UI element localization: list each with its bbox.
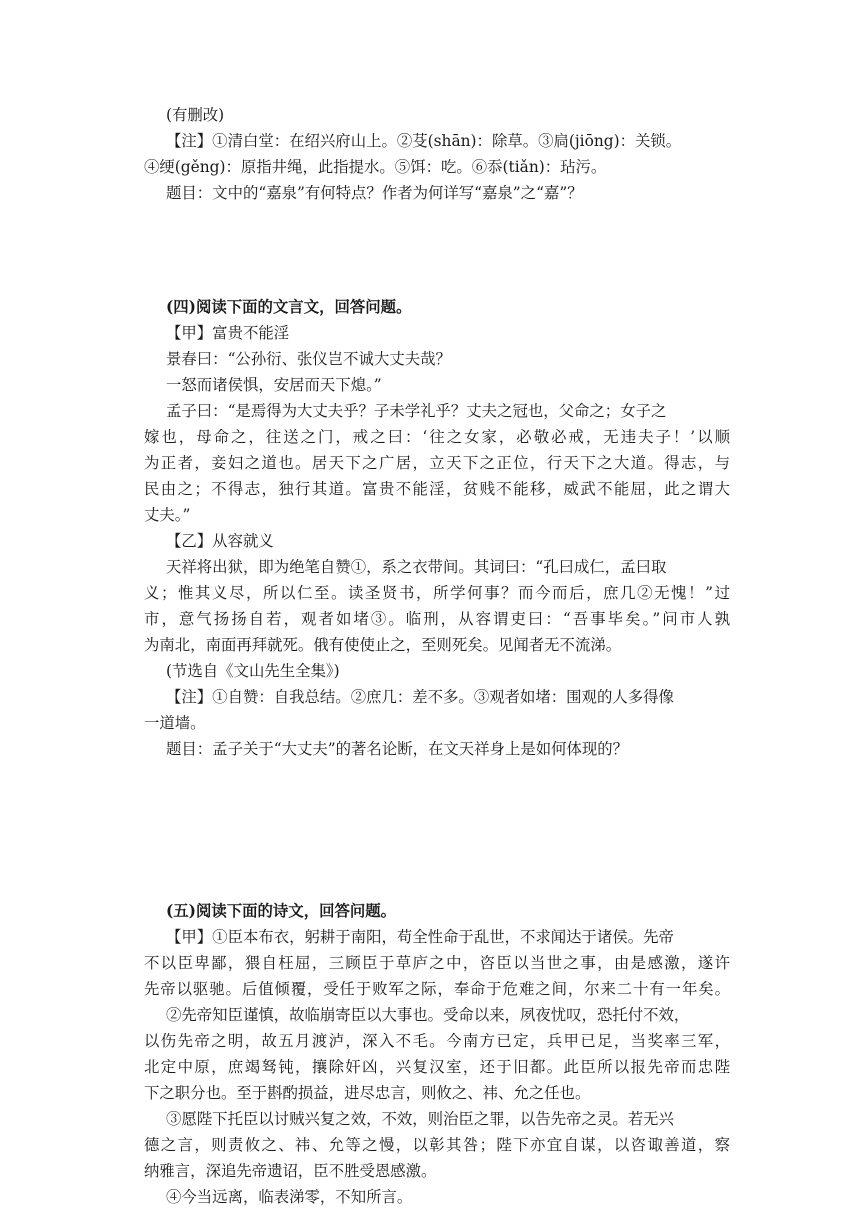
question: 题目：孟子关于“大丈夫”的著名论断，在文天祥身上是如何体现的？	[166, 740, 629, 758]
passage-title: 【甲】富贵不能淫	[166, 324, 290, 342]
passage-line: ②先帝知臣谨慎，故临崩寄臣以大事也。受命以来，夙夜忧叹，恐托付不效，	[166, 1006, 690, 1024]
passage-line: 孟子曰：“是焉得为大丈夫乎？子未学礼乎？丈夫之冠也，父命之；女子之	[166, 402, 667, 420]
passage-line: 民由之；不得志，独行其道。富贵不能淫，贫贱不能移，威武不能屈，此之谓大	[144, 480, 730, 498]
passage-line: ④今当远离，临表涕零，不知所言。	[166, 1188, 413, 1206]
passage-line: 不以臣卑鄙，猥自枉屈，三顾臣于草庐之中，咨臣以当世之事，由是感激，遂许	[144, 954, 730, 972]
annotation-line: 【注】①自赞：自我总结。②庶几：差不多。③观者如堵：围观的人多得像	[166, 688, 674, 706]
passage-line: 嫁也，母命之，往送之门，戒之曰：‘往之女家，必敬必戒，无违夫子！’以顺	[144, 428, 730, 446]
passage-line: 市，意气扬扬自若，观者如堵③。临刑，从容谓吏曰：“吾事毕矣。”问市人孰	[144, 610, 730, 628]
passage-line: ③愿陛下托臣以讨贼兴复之效，不效，则治臣之罪，以告先帝之灵。若无兴	[166, 1110, 674, 1128]
passage-title: 【乙】从容就义	[166, 532, 274, 550]
passage-line: 义；惟其义尽，所以仁至。读圣贤书，所学何事？而今而后，庶几②无愧！”过	[144, 584, 730, 602]
question: 题目：文中的“嘉泉”有何特点？作者为何详写“嘉泉”之“嘉”？	[166, 184, 583, 202]
passage-line: 以伤先帝之明，故五月渡泸，深入不毛。今南方已定，兵甲已足，当奖率三军，	[144, 1032, 730, 1050]
passage-line: 北定中原，庶竭驽钝，攘除奸凶，兴复汉室，还于旧都。此臣所以报先帝而忠陛	[144, 1058, 730, 1076]
section-heading: (四)阅读下面的文言文，回答问题。	[166, 298, 412, 316]
passage-line: 天祥将出狱，即为绝笔自赞①，系之衣带间。其词曰：“孔曰成仁，孟曰取	[166, 558, 667, 576]
source-note: (有删改)	[166, 106, 225, 124]
passage-line: 德之言，则责攸之、祎、允等之慢，以彰其咎；陛下亦宜自谋，以咨诹善道，察	[144, 1136, 730, 1154]
source-note: (节选自《文山先生全集》)	[166, 662, 340, 680]
annotation-line: 【注】①清白堂：在绍兴府山上。②芟(shān)：除草。③扃(jiōng)：关锁。	[166, 132, 682, 150]
passage-line: 下之职分也。至于斟酌损益，进尽忠言，则攸之、祎、允之任也。	[144, 1084, 591, 1102]
annotation-line: ④绠(gěng)：原指井绳，此指提水。⑤饵：吃。⑥忝(tiǎn)：玷污。	[144, 158, 607, 176]
passage-line: 先帝以驱驰。后值倾覆，受任于败军之际，奉命于危难之间，尔来二十有一年矣。	[144, 980, 730, 998]
passage-line: 一怒而诸侯惧，安居而天下熄。”	[166, 376, 382, 394]
passage-line: 景春曰：“公孙衍、张仪岂不诚大丈夫哉？	[166, 350, 451, 368]
passage-line: 纳雅言，深追先帝遗诏，臣不胜受恩感激。	[144, 1162, 437, 1180]
passage-line: 丈夫。”	[144, 506, 191, 524]
annotation-line: 一道墙。	[144, 714, 206, 732]
section-heading: (五)阅读下面的诗文，回答问题。	[166, 902, 397, 920]
passage-line: 【甲】①臣本布衣，躬耕于南阳，苟全性命于乱世，不求闻达于诸侯。先帝	[166, 928, 674, 946]
passage-line: 为南北，南面再拜就死。俄有使使止之，至则死矣。见闻者无不流涕。	[144, 636, 622, 654]
passage-line: 为正者，妾妇之道也。居天下之广居，立天下之正位，行天下之大道。得志，与	[144, 454, 730, 472]
